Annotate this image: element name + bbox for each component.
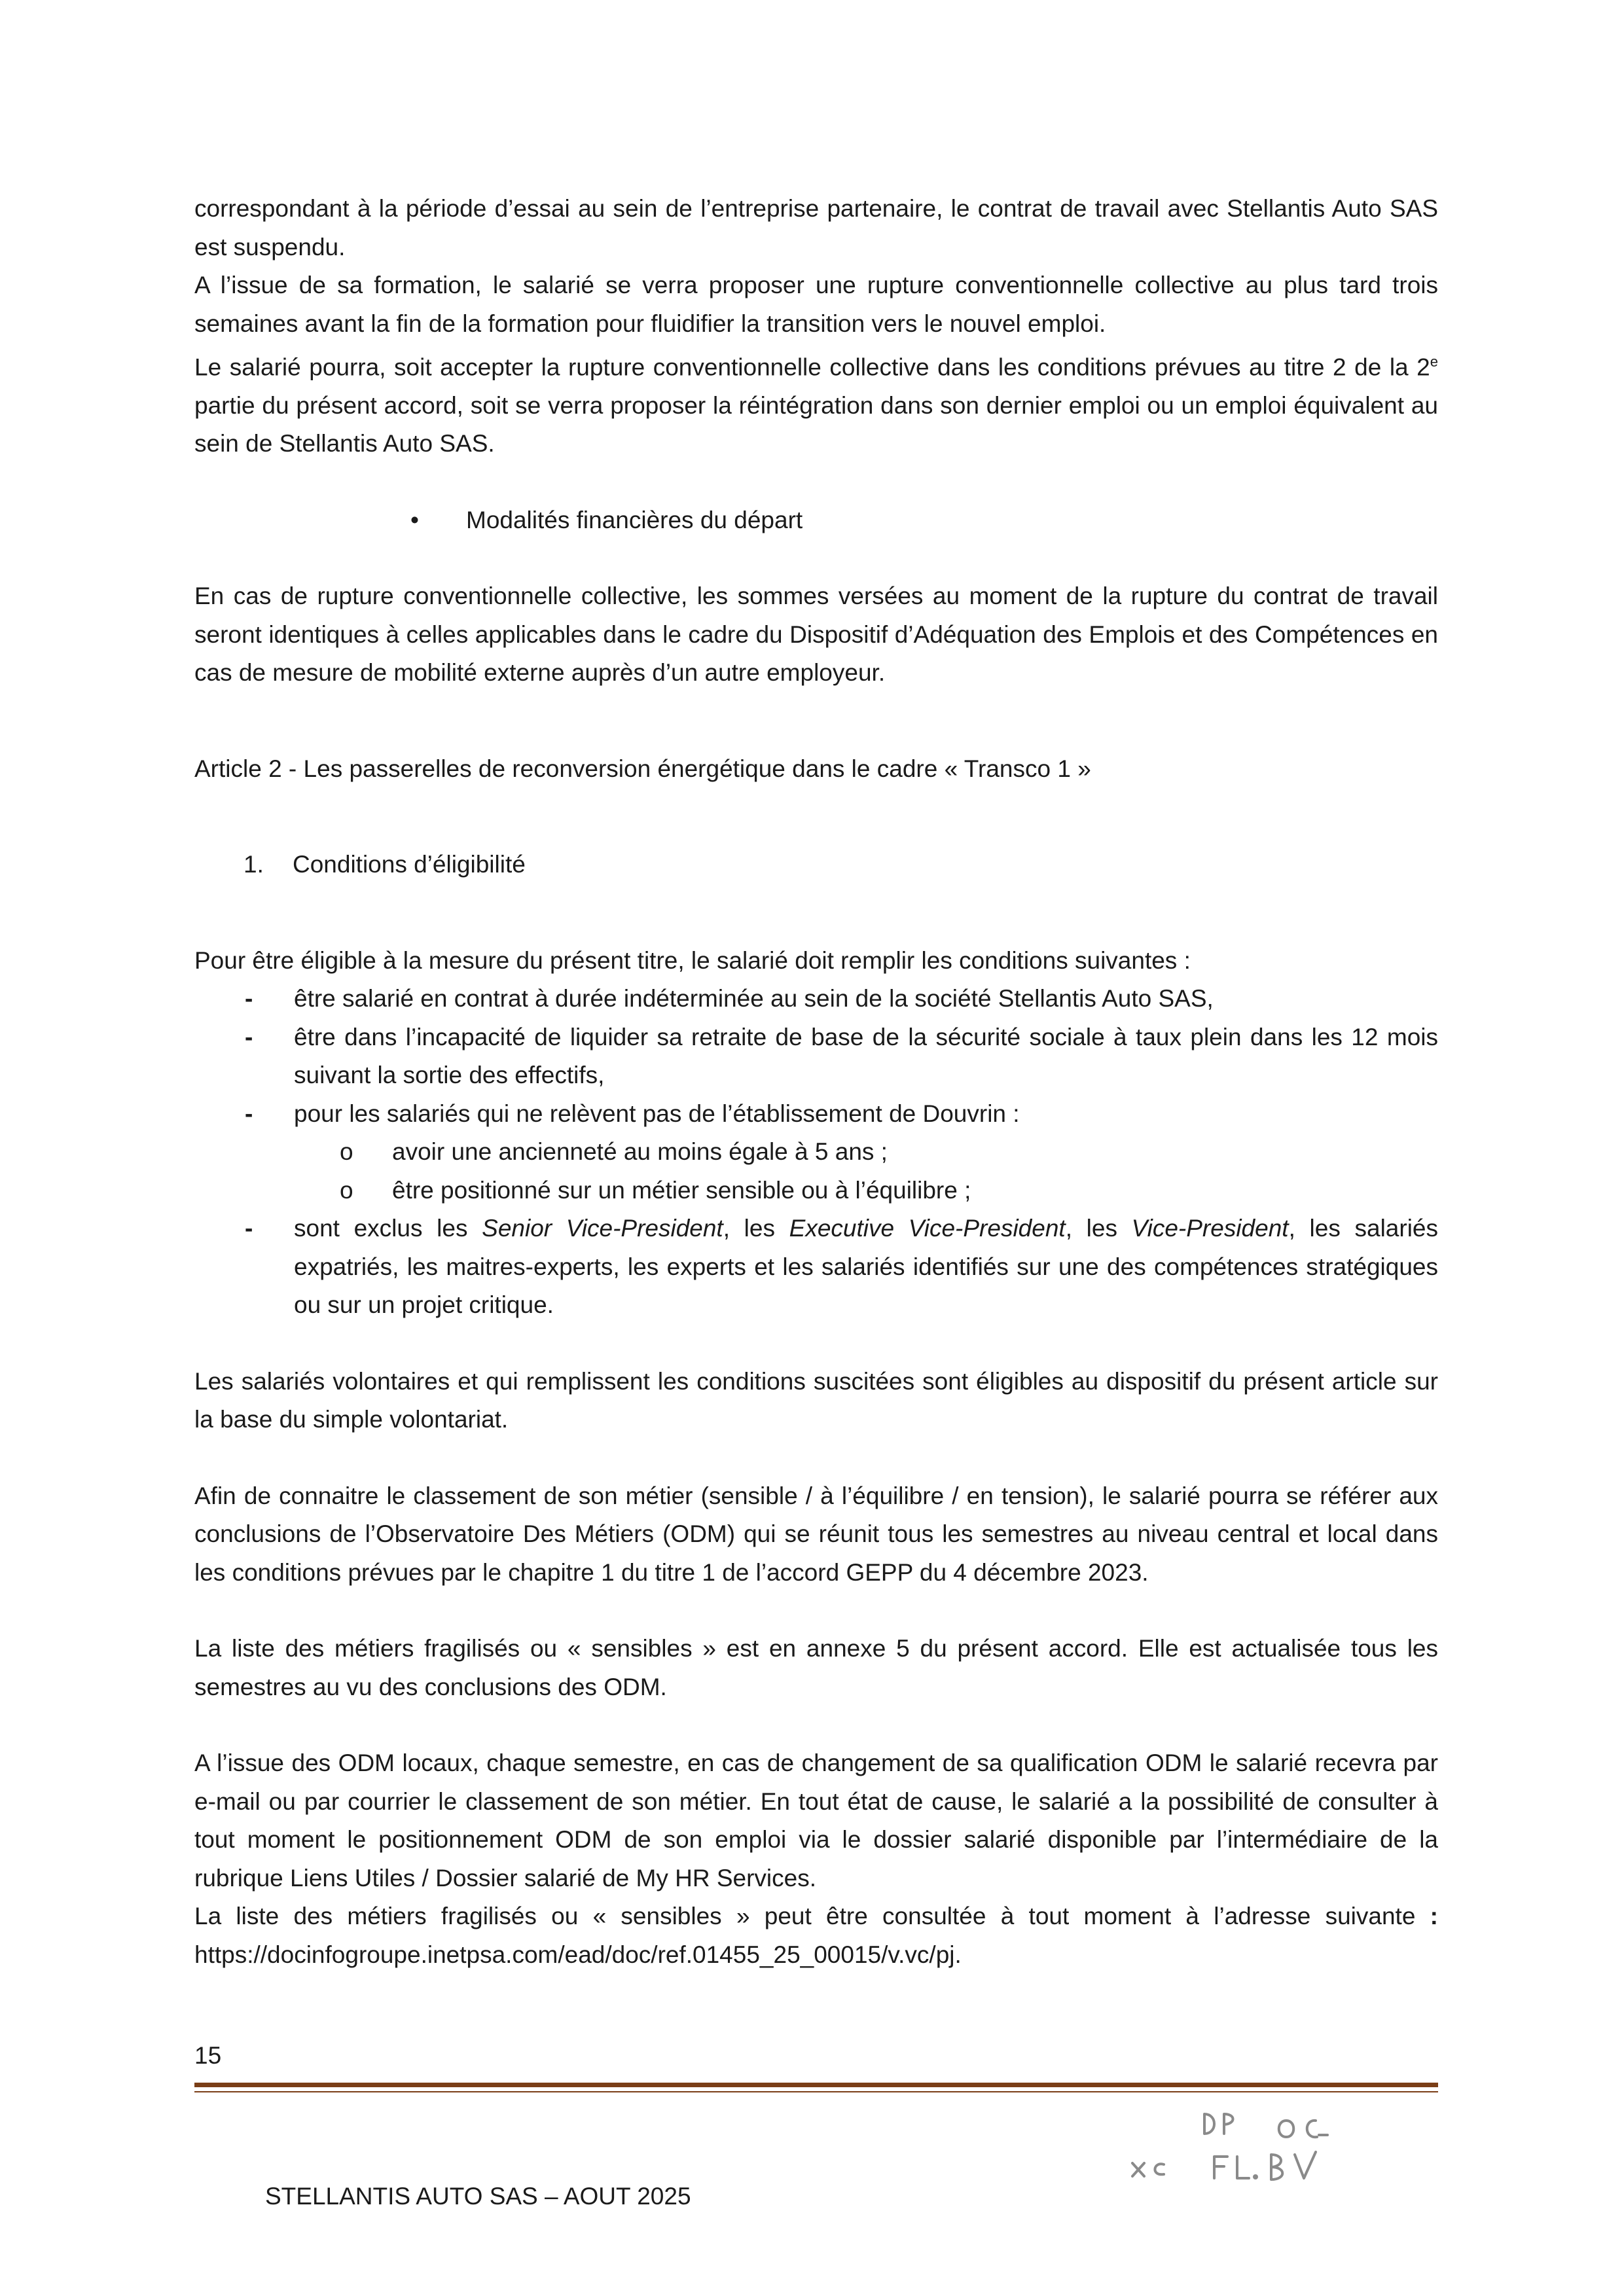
dash-icon: -	[245, 1215, 253, 1242]
footer-title: STELLANTIS AUTO SAS – AOUT 2025	[265, 2183, 691, 2210]
section-heading	[194, 846, 1438, 884]
paragraph: Le salarié pourra, soit accepter la rupture conventionnelle collective dans les conditions prévues au titre 2 de la 2e partie du présent accord, soit se verra proposer la réintégration dans son dernier emploi ou un emploi équivalent au sein de Stellantis Auto SAS.	[194, 353, 1438, 457]
page-body	[194, 190, 1438, 1974]
section-title: Conditions d’éligibilité	[293, 851, 526, 878]
circle-bullet-icon: o	[340, 1138, 353, 1166]
paragraph: Pour être éligible à la mesure du présent titre, le salarié doit remplir les conditions suivantes :	[194, 946, 1191, 974]
sub-list-item: o être positionné sur un métier sensible ou à l’équilibre ;	[294, 1172, 1438, 1210]
sub-conditions-list	[294, 1133, 1438, 1210]
list-item: - être salarié en contrat à durée indéterminée au sein de la société Stellantis Auto SAS,	[194, 980, 1438, 1018]
bullet-heading: • Modalités financières du départ	[194, 501, 1438, 540]
paragraph: En cas de rupture conventionnelle collective, les sommes versées au moment de la rupture du contrat de travail seront identiques à celles applicables dans le cadre du Dispositif d’Adéquation des Emplois et des Compétences en cas de mesure de mobilité externe auprès d’un autre employeur.	[194, 583, 1438, 687]
dash-icon: -	[245, 985, 253, 1013]
paragraph: A l’issue des ODM locaux, chaque semestre, en cas de changement de sa qualification ODM le salarié recevra par e-mail ou par courrier le classement de son métier. En tout état de cause, le salarié a la possibilité de consulter à tout moment le positionnement ODM de son emploi via le dossier salarié disponible par l’intermédiaire de la rubrique Liens Utiles / Dossier salarié de My HR Services.	[194, 1749, 1438, 1892]
paragraph: Afin de connaitre le classement de son métier (sensible / à l’équilibre / en tension), le salarié pourra se référer aux conclusions de l’Observatoire Des Métiers (ODM) qui se réunit tous les semestres au niveau central et local dans les conditions prévues par le chapitre 1 du titre 1 de l’accord GEPP du 4 décembre 2023.	[194, 1482, 1438, 1586]
handwritten-initials	[1119, 2101, 1368, 2186]
footer-rule	[194, 2083, 1438, 2087]
conditions-list	[194, 980, 1438, 1325]
paragraph: La liste des métiers fragilisés ou « sensibles » est en annexe 5 du présent accord. Elle est actualisée tous les semestres au vu des conclusions des ODM.	[194, 1635, 1438, 1700]
footer-rule-thin	[194, 2091, 1438, 2092]
section-number: 1.	[244, 851, 264, 878]
dash-icon: -	[245, 1100, 253, 1127]
list-item: - être dans l’incapacité de liquider sa retraite de base de la sécurité sociale à taux plein dans les 12 mois suivant la sortie des effectifs,	[194, 1018, 1438, 1095]
article-heading: Article 2 - Les passerelles de reconversion énergétique dans le cadre « Transco 1 »	[194, 755, 1091, 782]
paragraph: La liste des métiers fragilisés ou « sensibles » peut être consultée à tout moment à l’adresse suivante : https://docinfogroupe.inetpsa.com/ead/doc/ref.01455_25_00015/v.vc/pj.	[194, 1903, 1438, 1968]
sub-list-item: o avoir une ancienneté au moins égale à 5 ans ;	[294, 1133, 1438, 1172]
list-item: - sont exclus les Senior Vice-President, les Executive Vice-President, les Vice-President, les salariés expatriés, les maitres-experts, les experts et les salariés identifiés sur une des compétences stratégiques ou sur un projet critique.	[194, 1210, 1438, 1325]
circle-bullet-icon: o	[340, 1176, 353, 1204]
dash-icon: -	[245, 1023, 253, 1050]
paragraph: A l’issue de sa formation, le salarié se verra proposer une rupture conventionnelle collective au plus tard trois semaines avant la fin de la formation pour fluidifier la transition vers le nouvel emploi.	[194, 272, 1438, 337]
paragraph: correspondant à la période d’essai au sein de l’entreprise partenaire, le contrat de travail avec Stellantis Auto SAS est suspendu.	[194, 195, 1438, 260]
bullet-icon: •	[410, 506, 419, 533]
page-number: 15	[194, 2042, 222, 2069]
list-item: - pour les salariés qui ne relèvent pas de l’établissement de Douvrin : o avoir une ancienneté au moins égale à 5 ans ; o être positionné sur un métier sensible ou à l’équilibre ;	[194, 1095, 1438, 1210]
paragraph: Les salariés volontaires et qui remplissent les conditions suscitées sont éligibles au dispositif du présent article sur la base du simple volontariat.	[194, 1367, 1438, 1433]
document-url: https://docinfogroupe.inetpsa.com/ead/doc/ref.01455_25_00015/v.vc/pj.	[194, 1941, 962, 1968]
